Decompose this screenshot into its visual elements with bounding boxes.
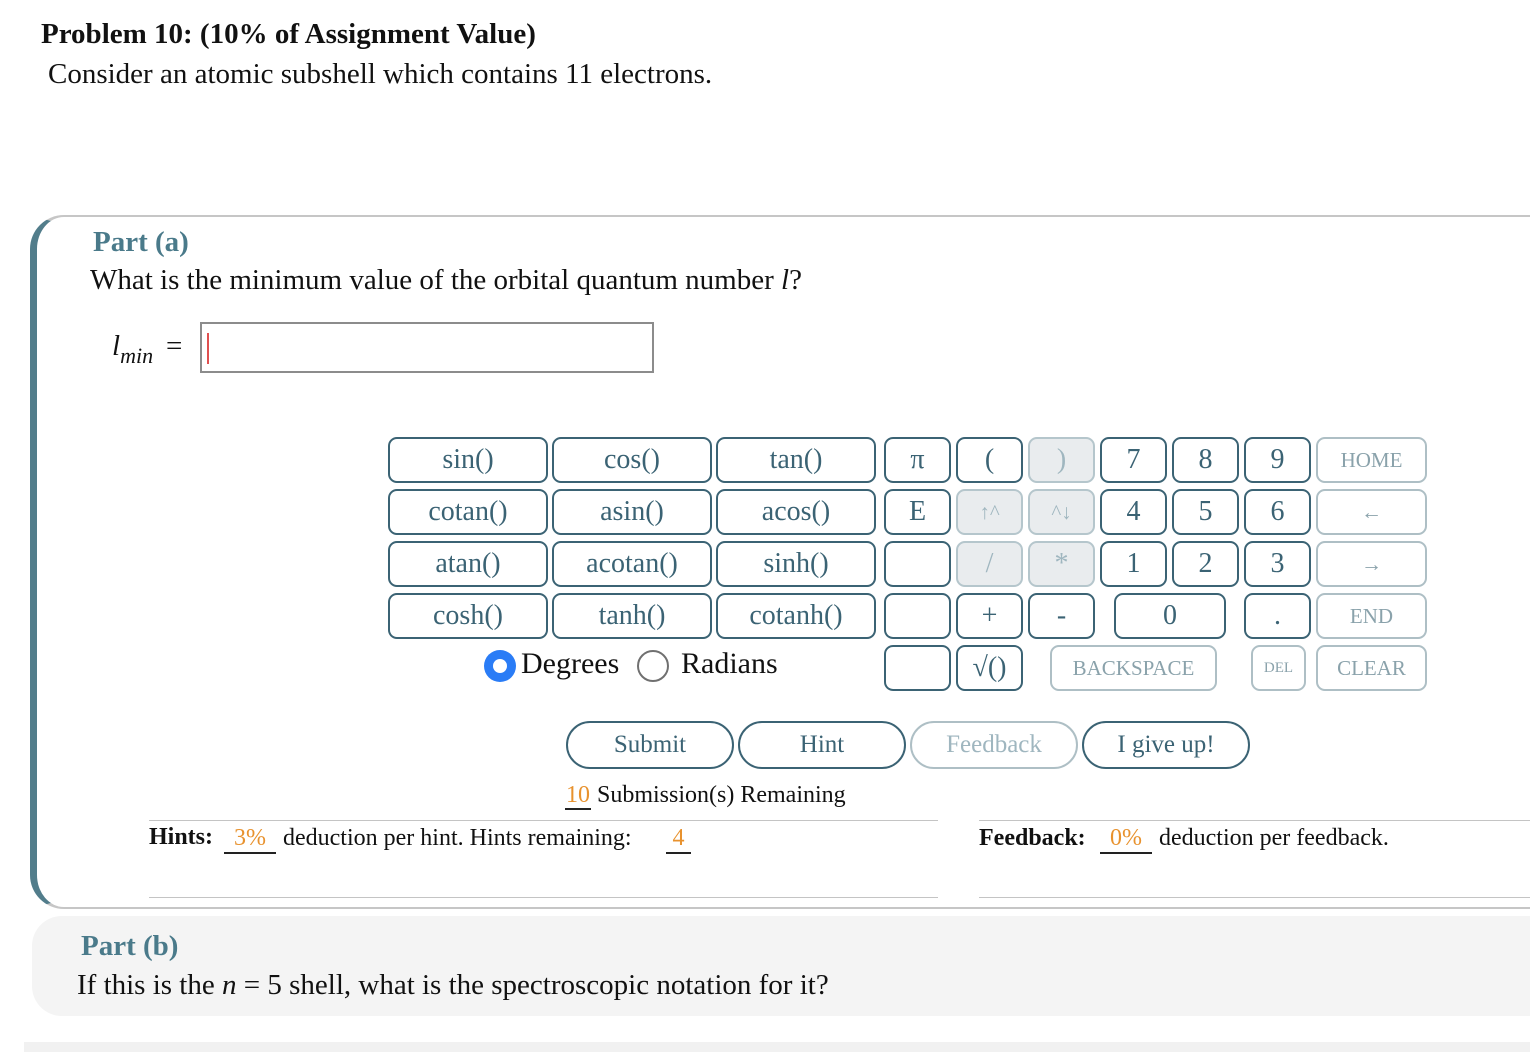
key-end[interactable]: END	[1316, 593, 1427, 639]
key-asin[interactable]: asin()	[552, 489, 712, 535]
key-sin[interactable]: sin()	[388, 437, 548, 483]
question-text: What is the minimum value of the orbital quantum number	[90, 264, 782, 296]
key-open-paren[interactable]: (	[956, 437, 1023, 483]
part-b-question-variable: n	[222, 969, 237, 1001]
key-clear[interactable]: CLEAR	[1316, 645, 1427, 691]
feedback-text: deduction per feedback.	[1159, 825, 1389, 851]
part-a-title: Part (a)	[93, 226, 189, 258]
key-1[interactable]: 1	[1100, 541, 1167, 587]
hints-label: Hints:	[149, 824, 214, 850]
problem-title: Problem 10: (10% of Assignment Value)	[41, 18, 536, 50]
part-b-title[interactable]: Part (b)	[81, 930, 179, 962]
key-blank-1[interactable]	[884, 541, 951, 587]
hints-divider-bottom	[149, 897, 938, 898]
degrees-label[interactable]: Degrees	[521, 647, 620, 680]
part-a-question	[90, 264, 802, 297]
give-up-button[interactable]: I give up!	[1082, 721, 1250, 769]
key-minus[interactable]: -	[1028, 593, 1095, 639]
key-multiply[interactable]: *	[1028, 541, 1095, 587]
hints-deduction: 3%	[224, 824, 276, 854]
key-9[interactable]: 9	[1244, 437, 1311, 483]
key-cotan[interactable]: cotan()	[388, 489, 548, 535]
part-b-question	[77, 969, 829, 1002]
hints-remaining: 4	[666, 824, 691, 854]
key-acotan[interactable]: acotan()	[552, 541, 712, 587]
feedback-divider-bottom	[979, 897, 1530, 898]
key-dot[interactable]: .	[1244, 593, 1311, 639]
key-sqrt[interactable]: √()	[956, 645, 1023, 691]
key-home[interactable]: HOME	[1316, 437, 1427, 483]
answer-label	[112, 330, 154, 368]
answer-equals: =	[166, 330, 183, 362]
feedback-label: Feedback:	[979, 825, 1086, 851]
key-caret-down[interactable]: ^↓	[1028, 489, 1095, 535]
key-close-paren[interactable]: )	[1028, 437, 1095, 483]
key-backspace[interactable]: BACKSPACE	[1050, 645, 1217, 691]
key-plus[interactable]: +	[956, 593, 1023, 639]
key-tanh[interactable]: tanh()	[552, 593, 712, 639]
key-8[interactable]: 8	[1172, 437, 1239, 483]
feedback-divider-top	[979, 820, 1530, 821]
degrees-radio[interactable]	[484, 650, 516, 682]
key-atan[interactable]: atan()	[388, 541, 548, 587]
question-end: ?	[789, 264, 802, 296]
key-6[interactable]: 6	[1244, 489, 1311, 535]
submit-button[interactable]: Submit	[566, 721, 734, 769]
radians-radio[interactable]	[637, 650, 669, 682]
answer-label-main: l	[112, 330, 121, 362]
submissions-remaining-text: Submission(s) Remaining	[597, 782, 846, 808]
bottom-strip	[24, 1042, 1530, 1052]
key-tan[interactable]: tan()	[716, 437, 876, 483]
key-cotanh[interactable]: cotanh()	[716, 593, 876, 639]
key-acos[interactable]: acos()	[716, 489, 876, 535]
problem-statement: Consider an atomic subshell which contains 11 electrons.	[48, 58, 713, 90]
feedback-deduction: 0%	[1100, 824, 1152, 854]
hints-text: deduction per hint. Hints remaining:	[283, 825, 632, 851]
key-divide[interactable]: /	[956, 541, 1023, 587]
answer-label-sub: min	[120, 343, 154, 368]
key-4[interactable]: 4	[1100, 489, 1167, 535]
answer-input[interactable]	[200, 322, 654, 373]
key-5[interactable]: 5	[1172, 489, 1239, 535]
hint-button[interactable]: Hint	[738, 721, 906, 769]
key-cos[interactable]: cos()	[552, 437, 712, 483]
key-blank-2[interactable]	[884, 593, 951, 639]
key-pi[interactable]: π	[884, 437, 951, 483]
key-blank-3[interactable]	[884, 645, 951, 691]
text-caret	[207, 333, 209, 364]
key-2[interactable]: 2	[1172, 541, 1239, 587]
hints-divider-top	[149, 820, 938, 821]
feedback-button[interactable]: Feedback	[910, 721, 1078, 769]
key-e[interactable]: E	[884, 489, 951, 535]
question-variable: l	[781, 264, 790, 296]
key-0[interactable]: 0	[1114, 593, 1226, 639]
key-left-arrow[interactable]: ←	[1316, 489, 1427, 535]
key-cosh[interactable]: cosh()	[388, 593, 548, 639]
key-up-caret[interactable]: ↑^	[956, 489, 1023, 535]
part-b-question-text: If this is the	[77, 969, 222, 1001]
submissions-remaining-count: 10	[566, 782, 590, 808]
key-del[interactable]: DEL	[1251, 645, 1306, 691]
key-sinh[interactable]: sinh()	[716, 541, 876, 587]
part-b-question-end: = 5 shell, what is the spectroscopic notation for it?	[236, 969, 829, 1001]
radians-label[interactable]: Radians	[681, 647, 778, 680]
key-right-arrow[interactable]: →	[1316, 541, 1427, 587]
key-7[interactable]: 7	[1100, 437, 1167, 483]
key-3[interactable]: 3	[1244, 541, 1311, 587]
